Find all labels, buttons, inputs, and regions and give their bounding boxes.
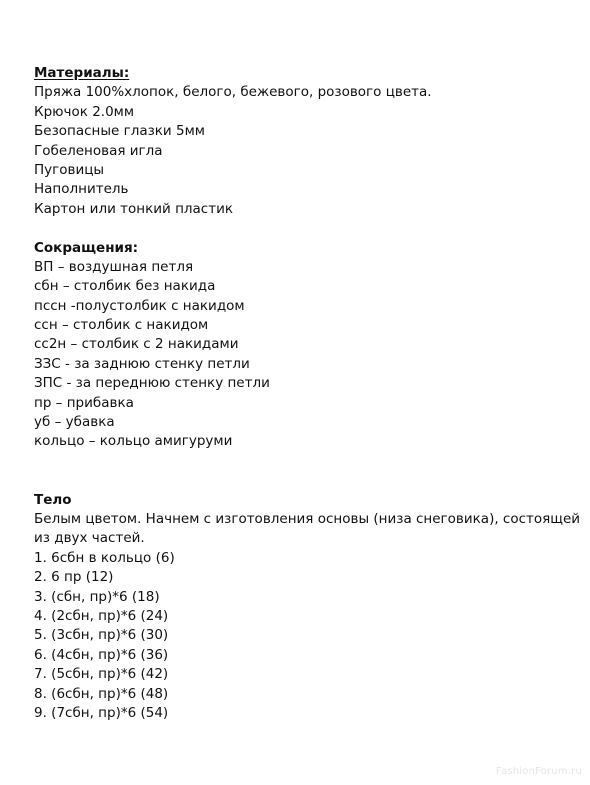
materials-item: Пуговицы <box>34 161 105 178</box>
materials-item: Безопасные глазки 5мм <box>34 123 205 140</box>
body-heading: Тело <box>34 491 72 508</box>
abbreviation-item: уб – убавка <box>34 414 115 431</box>
pattern-row: 4. (2сбн, пр)*6 (24) <box>34 607 169 624</box>
abbreviation-item: пссн -полустолбик с накидом <box>34 297 245 314</box>
abbreviation-item: ссн – столбик с накидом <box>34 317 209 334</box>
materials-item: Пряжа 100%хлопок, белого, бежевого, розового цвета. <box>34 84 432 101</box>
materials-item: Крючок 2.0мм <box>34 103 135 120</box>
spacer <box>34 452 564 491</box>
pattern-row: 2. 6 пр (12) <box>34 569 114 586</box>
materials-item: Наполнитель <box>34 181 129 198</box>
abbreviation-item: сбн – столбик без накида <box>34 278 216 295</box>
body-intro-line: из двух частей. <box>34 530 145 547</box>
abbreviation-item: кольцо – кольцо амигуруми <box>34 433 233 450</box>
spacer <box>34 219 564 238</box>
body-intro-line: Белым цветом. Начнем с изготовления основы (низа снеговика), состоящей <box>34 511 581 527</box>
pattern-row: 1. 6сбн в кольцо (6) <box>34 549 175 566</box>
materials-heading: Материалы: <box>34 65 130 81</box>
abbreviations-heading: Сокращения: <box>34 239 139 256</box>
materials-item: Гобеленовая игла <box>34 142 163 159</box>
pattern-row: 3. (сбн, пр)*6 (18) <box>34 588 160 605</box>
pattern-row: 7. (5сбн, пр)*6 (42) <box>34 666 169 683</box>
abbreviation-item: ЗПС - за переднюю стенку петли <box>34 375 270 392</box>
pattern-row: 5. (3сбн, пр)*6 (30) <box>34 627 169 644</box>
pattern-row: 8. (6сбн, пр)*6 (48) <box>34 685 169 702</box>
pattern-row: 9. (7сбн, пр)*6 (54) <box>34 704 169 721</box>
abbreviation-item: ЗЗС - за заднюю стенку петли <box>34 355 250 372</box>
pattern-row: 6. (4сбн, пр)*6 (36) <box>34 646 169 663</box>
abbreviation-item: ВП – воздушная петля <box>34 258 194 275</box>
watermark: FashionForum.ru <box>495 766 582 777</box>
materials-item: Картон или тонкий пластик <box>34 200 234 217</box>
document-page <box>34 64 581 723</box>
abbreviation-item: пр – прибавка <box>34 394 134 411</box>
abbreviation-item: сс2н – столбик с 2 накидами <box>34 336 239 353</box>
